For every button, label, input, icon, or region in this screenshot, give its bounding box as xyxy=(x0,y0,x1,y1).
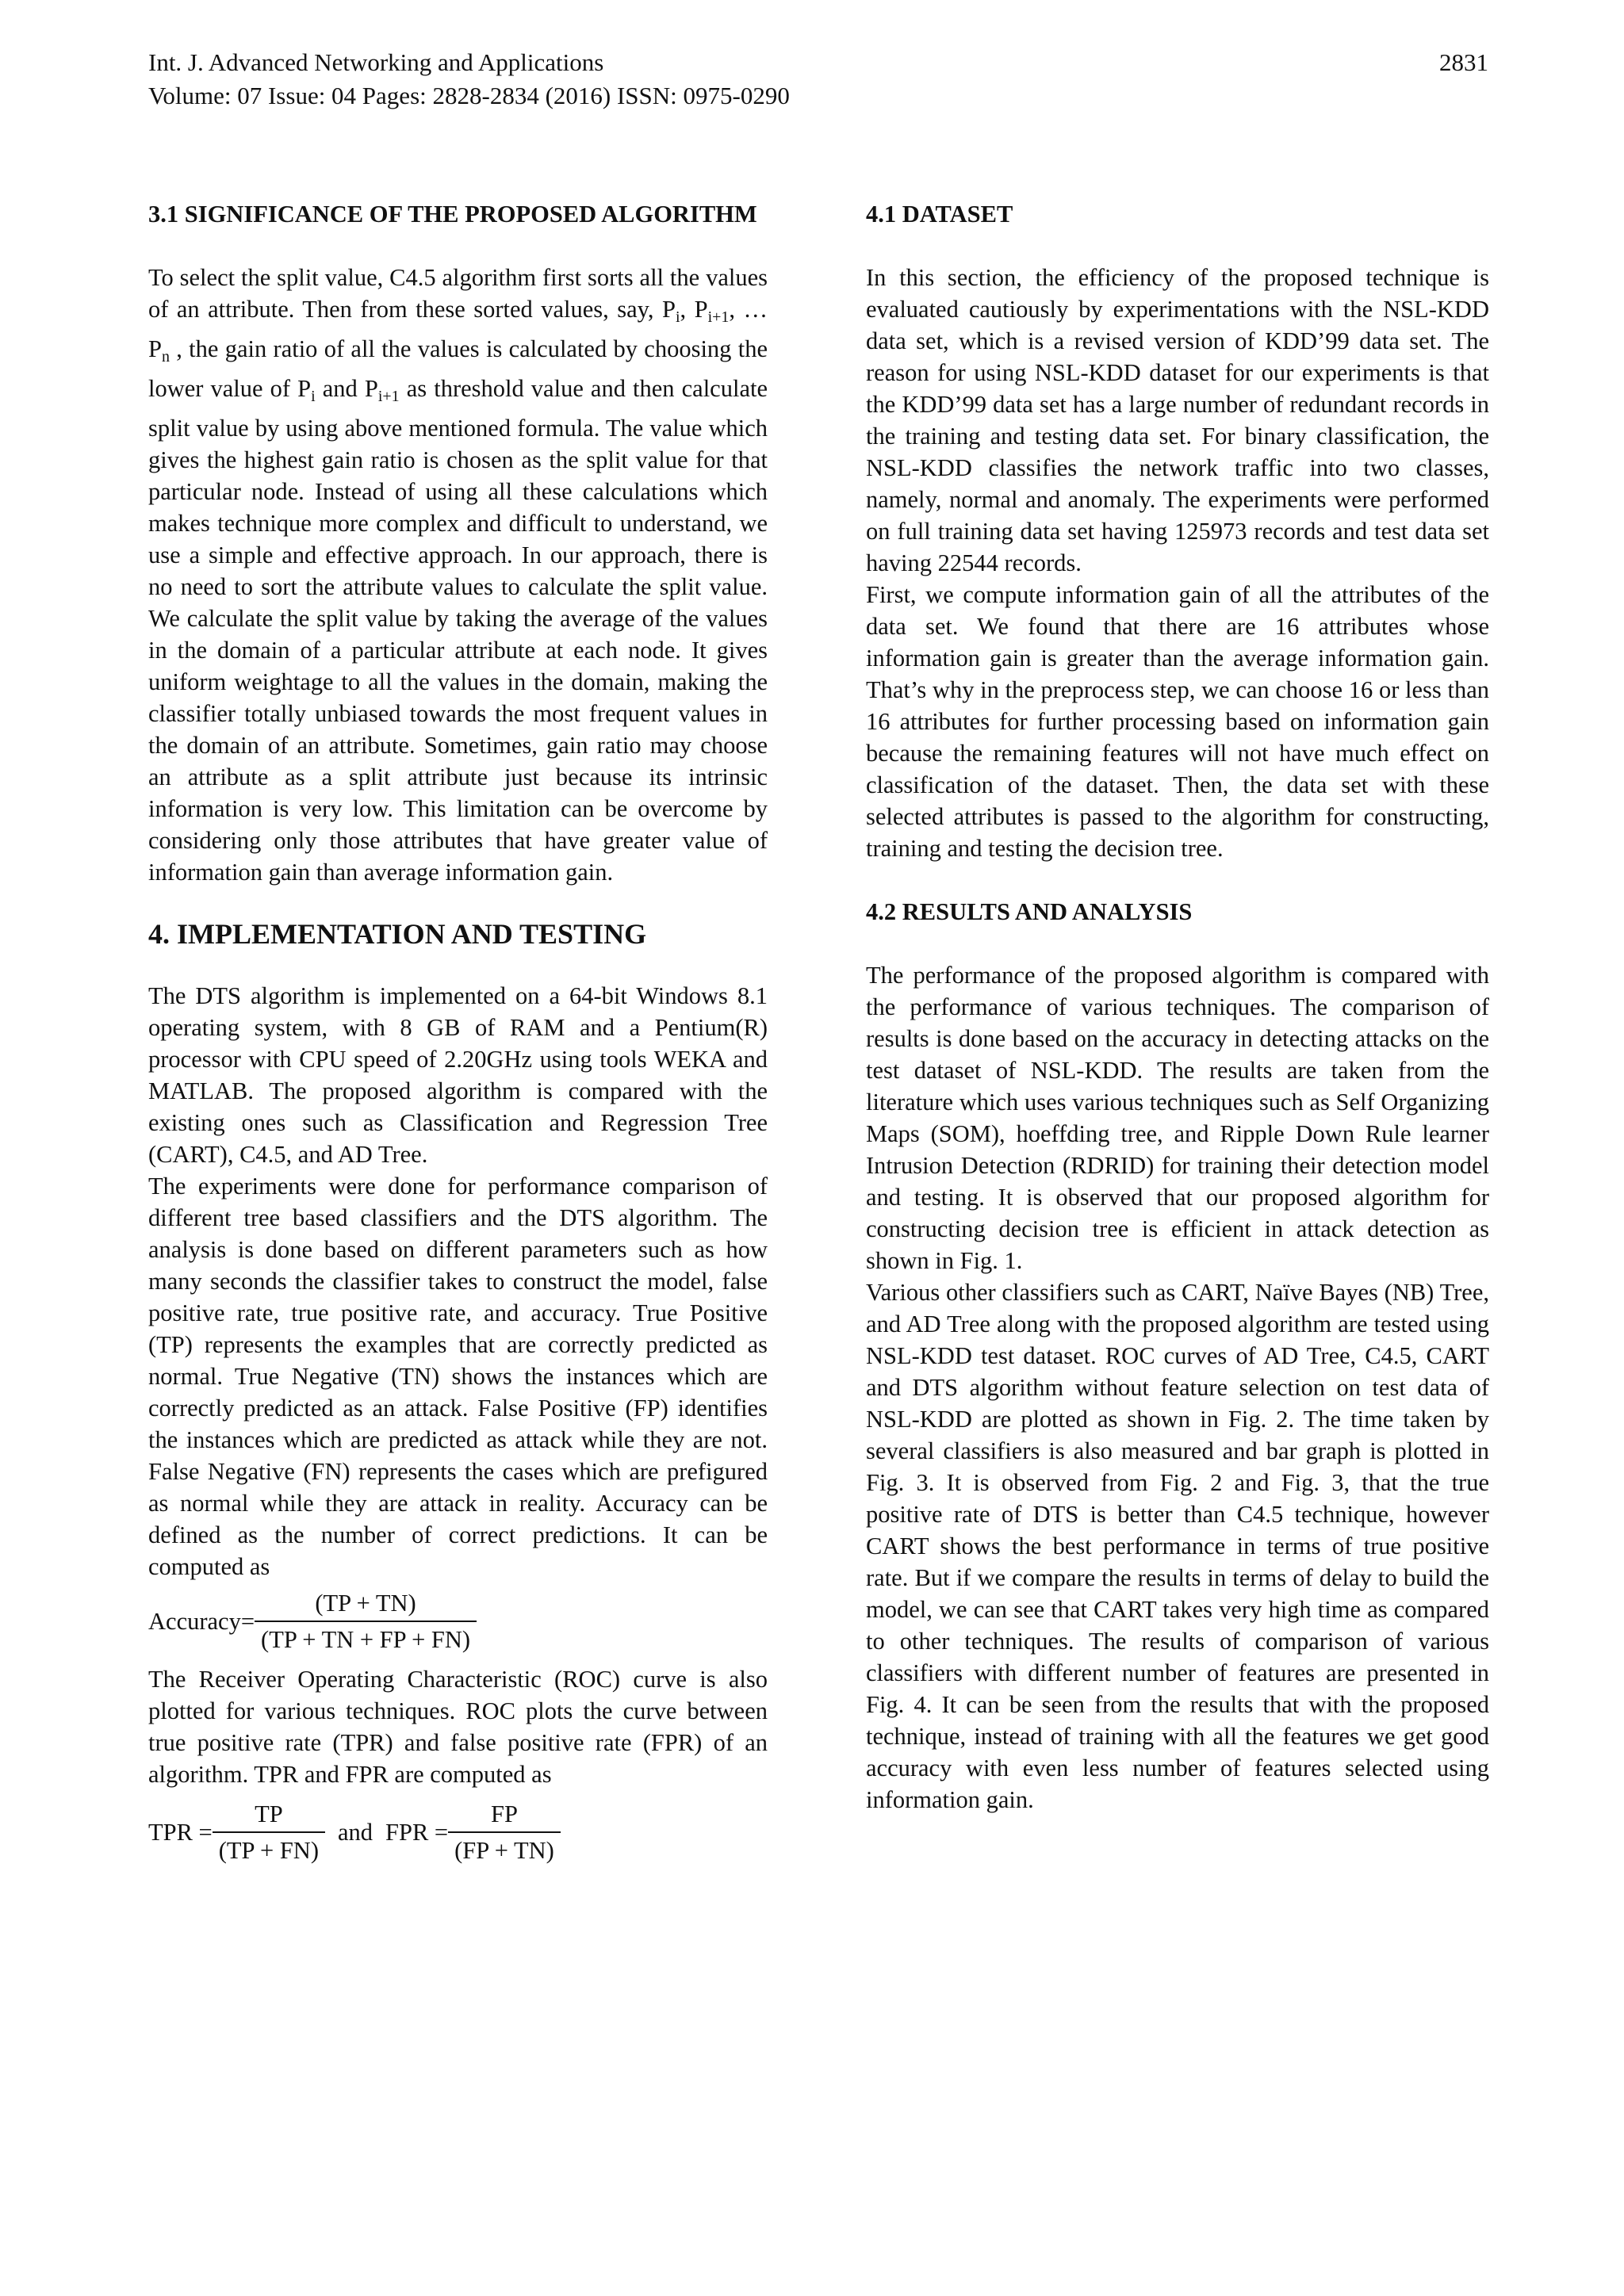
section-4-paragraph-3: The Receiver Operating Characteristic (ROC) curve is also plotted for various techniques. ROC plots the curve between true positive rate (TPR) and false positive rate (FPR) of an algorithm. TPR and FPR are computed as xyxy=(148,1666,768,1788)
right-column xyxy=(866,198,1489,1816)
section-4-1-paragraph-1: In this section, the efficiency of the proposed technique is evaluated cautiously by experimentations with the NSL-KDD data set, which is a revised version of KDD’99 data set. The reason for using NSL-KDD dataset for our experiments is that the KDD’99 data set has a large number of redundant records in the training and testing data set. For binary classification, the NSL-KDD classifies the network traffic into two classes, namely, normal and anomaly. The experiments were performed on full training data set having 125973 records and test data set having 22544 records. xyxy=(866,264,1489,576)
section-4-1-paragraph-2: First, we compute information gain of all the attributes of the data set. We found that there are 16 attributes whose information gain is greater than the average information gain. That’s why in the preprocess step, we can choose 16 or less than 16 attributes for further processing based on information gain because the remaining features will not have much effect on classification of the dataset. Then, the data set with these selected attributes is passed to the algorithm for constructing, training and testing the decision tree. xyxy=(866,581,1489,862)
fpr-label: FPR = xyxy=(385,1819,449,1846)
accuracy-numerator: (TP + TN) xyxy=(315,1590,416,1617)
tpr-fpr-equations xyxy=(148,1798,768,1866)
volume-info: Volume: 07 Issue: 04 Pages: 2828-2834 (2016) ISSN: 0975-0290 xyxy=(148,82,790,109)
section-4-2-heading: 4.2 RESULTS AND ANALYSIS xyxy=(866,898,1193,925)
section-3-1-paragraph: To select the split value, C4.5 algorithm first sorts all the values of an attribute. Then from these sorted values, say, $P_i$, $P_{i+1}$, … $P_n$ , the gain ratio of all the values is calculated by choosing the lower value of $P_i$ and $P_{i+1}$ as threshold value and then calculate split value by using above mentioned formula. The value which gives the highest gain ratio is chosen as the split value for that particular node. Instead of using all these calculations which makes technique more complex and difficult to understand, we use a simple and effective approach. In our approach, there is no need to sort the attribute values to calculate the split value. We calculate the split value by taking the average of the values in the domain of a particular attribute at each node. It gives uniform weightage to all the values in the domain, making the classifier totally unbiased towards the most frequent values in the domain of an attribute. Sometimes, gain ratio may choose an attribute as a split attribute just because its intrinsic information is very low. This limitation can be overcome by considering only those attributes that have greater value of information gain than average information gain. xyxy=(148,264,768,886)
tpr-label: TPR = xyxy=(148,1819,213,1846)
section-4-heading: 4. IMPLEMENTATION AND TESTING xyxy=(148,918,647,950)
section-4-1-heading: 4.1 DATASET xyxy=(866,201,1013,228)
tpr-fraction xyxy=(213,1798,325,1866)
section-4-paragraph-1: The DTS algorithm is implemented on a 64-bit Windows 8.1 operating system, with 8 GB of RAM and a Pentium(R) processor with CPU speed of 2.20GHz using tools WEKA and MATLAB. The proposed algorithm is compared with the existing ones such as Classification and Regression Tree (CART), C4.5, and AD Tree. xyxy=(148,982,768,1168)
page-number: 2831 xyxy=(1439,48,1488,76)
and-word: and xyxy=(337,1819,373,1846)
journal-name: Int. J. Advanced Networking and Applications xyxy=(148,48,604,76)
fpr-fraction xyxy=(448,1798,561,1866)
accuracy-label: Accuracy= xyxy=(148,1608,255,1635)
section-4-2-paragraph-2: Various other classifiers such as CART, Naïve Bayes (NB) Tree, and AD Tree along with the proposed algorithm are tested using NSL-KDD test dataset. ROC curves of AD Tree, C4.5, CART and DTS algorithm without feature selection on test data of NSL-KDD are plotted as shown in Fig. 2. The time taken by several classifiers is also measured and bar graph is plotted in Fig. 3. It is observed from Fig. 2 and Fig. 3, that the true positive rate of DTS is better than C4.5 technique, however CART shows the best performance in terms of true positive rate. But if we compare the results in terms of delay to build the model, we can see that CART takes very high time as compared to other techniques. The results of comparison of various classifiers with different number of features are presented in Fig. 4. It can be seen from the results that with the proposed technique, instead of training with all the features we get good accuracy with even less number of features selected using information gain. xyxy=(866,1279,1489,1813)
tpr-denominator: (TP + FN) xyxy=(213,1831,325,1866)
page-header xyxy=(148,46,1488,113)
tpr-numerator: TP xyxy=(255,1800,283,1827)
section-4-2-paragraph-1: The performance of the proposed algorithm is compared with the performance of various techniques. The comparison of results is done based on the accuracy in detecting attacks on the test dataset of NSL-KDD. The results are taken from the literature which uses various techniques such as Self Organizing Maps (SOM), hoeffding tree, and Ripple Down Rule learner Intrusion Detection (RDRID) for training their detection model and testing. It is observed that our proposed algorithm for constructing decision tree is efficient in attack detection as shown in Fig. 1. xyxy=(866,962,1489,1274)
accuracy-fraction xyxy=(255,1587,477,1655)
left-column xyxy=(148,198,768,1874)
section-3-1-heading: 3.1 SIGNIFICANCE OF THE PROPOSED ALGORITHM xyxy=(148,201,757,228)
accuracy-denominator: (TP + TN + FP + FN) xyxy=(255,1621,477,1655)
section-4-paragraph-2: The experiments were done for performance comparison of different tree based classifiers and the DTS algorithm. The analysis is done based on different parameters such as how many seconds the classifier takes to construct the model, false positive rate, true positive rate, and accuracy. True Positive (TP) represents the examples that are correctly predicted as normal. True Negative (TN) shows the instances which are correctly predicted as an attack. False Positive (FP) identifies the instances which are predicted as attack while they are not. False Negative (FN) represents the cases which are prefigured as normal while they are attack in reality. Accuracy can be defined as the number of correct predictions. It can be computed as xyxy=(148,1173,768,1580)
accuracy-equation xyxy=(148,1587,768,1655)
fpr-numerator: FP xyxy=(491,1800,518,1827)
fpr-denominator: (FP + TN) xyxy=(448,1831,561,1866)
